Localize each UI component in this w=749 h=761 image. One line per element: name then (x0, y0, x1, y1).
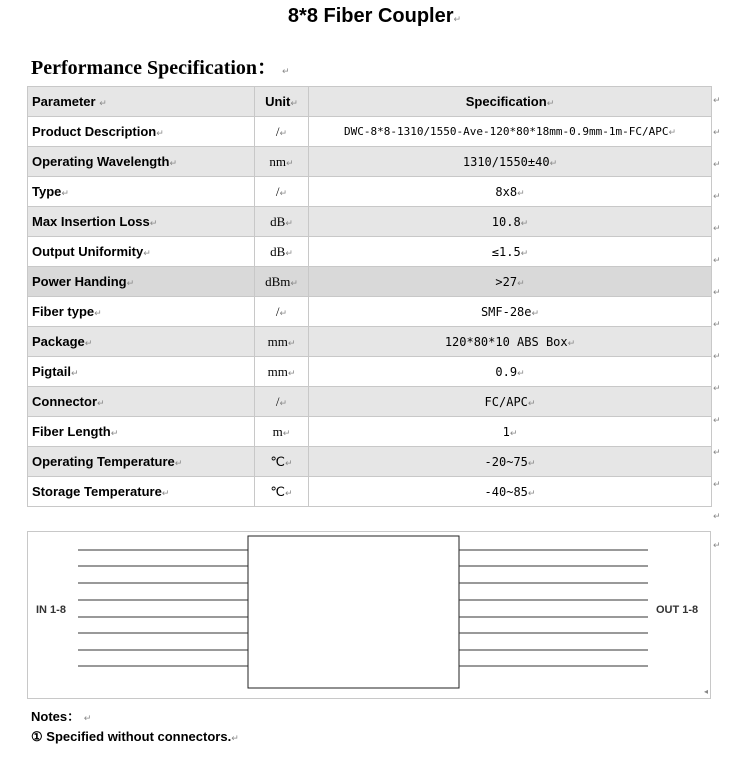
cell-specification: SMF-28e↵ (309, 297, 712, 327)
cell-unit: mm↵ (255, 327, 309, 357)
table-row (28, 417, 712, 447)
paragraph-mark-icon: ↵ (282, 67, 290, 77)
cell-unit: /↵ (255, 177, 309, 207)
cell-parameter: Fiber type↵ (28, 297, 255, 327)
cell-specification: 10.8↵ (309, 207, 712, 237)
section-heading (31, 51, 290, 80)
row-end-mark-icon: ↵ (713, 96, 721, 106)
row-end-mark-icon: ↵ (713, 480, 721, 490)
table-row (28, 237, 712, 267)
cell-specification: 1310/1550±40↵ (309, 147, 712, 177)
row-end-mark-icon: ↵ (713, 224, 721, 234)
resize-handle-icon: ◂ (704, 687, 709, 696)
table-header-row (28, 87, 712, 117)
output-label: OUT 1-8 (656, 604, 699, 616)
row-end-mark-icon: ↵ (713, 288, 721, 298)
spec-table (27, 86, 712, 507)
notes-heading: Notes： ↵ (31, 709, 92, 724)
cell-specification: 8x8↵ (309, 177, 712, 207)
cell-unit: mm↵ (255, 357, 309, 387)
row-end-mark-icon: ↵ (713, 541, 721, 551)
cell-unit: ℃↵ (255, 447, 309, 477)
table-row (28, 447, 712, 477)
cell-unit: /↵ (255, 297, 309, 327)
cell-specification: FC/APC↵ (309, 387, 712, 417)
cell-parameter: Pigtail↵ (28, 357, 255, 387)
cell-parameter: Package↵ (28, 327, 255, 357)
cell-parameter: Power Handing↵ (28, 267, 255, 297)
output-fiber-lines (459, 550, 648, 666)
table-row (28, 327, 712, 357)
cell-unit: nm↵ (255, 147, 309, 177)
cell-specification: 1↵ (309, 417, 712, 447)
table-row (28, 357, 712, 387)
table-row (28, 117, 712, 147)
row-end-mark-icon: ↵ (713, 512, 721, 522)
cell-unit: dB↵ (255, 207, 309, 237)
coupler-body (248, 536, 459, 688)
header-unit: Unit↵ (255, 87, 309, 117)
cell-parameter: Operating Temperature↵ (28, 447, 255, 477)
cell-specification: >27↵ (309, 267, 712, 297)
cell-parameter: Connector↵ (28, 387, 255, 417)
row-end-mark-icon: ↵ (713, 160, 721, 170)
cell-unit: ℃↵ (255, 477, 309, 507)
document-title (0, 5, 749, 28)
table-row (28, 477, 712, 507)
row-end-mark-icon: ↵ (713, 416, 721, 426)
table-row (28, 207, 712, 237)
cell-unit: dB↵ (255, 237, 309, 267)
row-end-mark-icon: ↵ (713, 256, 721, 266)
row-end-mark-icon: ↵ (713, 352, 721, 362)
note-item: ① Specified without connectors.↵ (31, 729, 239, 744)
cell-unit: /↵ (255, 117, 309, 147)
input-label: IN 1-8 (36, 604, 66, 616)
note-text: Specified without connectors. (46, 729, 232, 744)
cell-parameter: Operating Wavelength↵ (28, 147, 255, 177)
row-end-mark-icon: ↵ (713, 384, 721, 394)
table-row (28, 267, 712, 297)
input-fiber-lines (78, 550, 248, 666)
paragraph-mark-icon: ↵ (453, 15, 462, 25)
cell-specification: -40~85↵ (309, 477, 712, 507)
note-marker: ① (31, 729, 43, 744)
cell-unit: m↵ (255, 417, 309, 447)
subtitle-text: Performance Specification： (31, 57, 278, 79)
cell-unit: /↵ (255, 387, 309, 417)
row-end-mark-icon: ↵ (713, 128, 721, 138)
cell-parameter: Storage Temperature↵ (28, 477, 255, 507)
cell-specification: -20~75↵ (309, 447, 712, 477)
cell-specification: 0.9↵ (309, 357, 712, 387)
title-text: 8*8 Fiber Coupler (287, 5, 454, 27)
cell-specification: DWC-8*8-1310/1550-Ave-120*80*18mm-0.9mm-1m-FC/APC↵ (309, 117, 712, 147)
cell-parameter: Max Insertion Loss↵ (28, 207, 255, 237)
table-row (28, 147, 712, 177)
table-row (28, 297, 712, 327)
cell-specification: 120*80*10 ABS Box↵ (309, 327, 712, 357)
row-end-mark-icon: ↵ (713, 192, 721, 202)
row-end-mark-icon: ↵ (713, 448, 721, 458)
cell-parameter: Product Description↵ (28, 117, 255, 147)
coupler-diagram (28, 532, 710, 698)
cell-unit: dBm↵ (255, 267, 309, 297)
row-end-mark-icon: ↵ (713, 320, 721, 330)
table-row (28, 177, 712, 207)
cell-specification: ≤1.5↵ (309, 237, 712, 267)
table-row (28, 387, 712, 417)
header-specification: Specification↵ (309, 87, 712, 117)
cell-parameter: Type↵ (28, 177, 255, 207)
coupler-diagram-frame (27, 531, 711, 699)
header-parameter: Parameter ↵ (28, 87, 255, 117)
cell-parameter: Fiber Length↵ (28, 417, 255, 447)
cell-parameter: Output Uniformity↵ (28, 237, 255, 267)
